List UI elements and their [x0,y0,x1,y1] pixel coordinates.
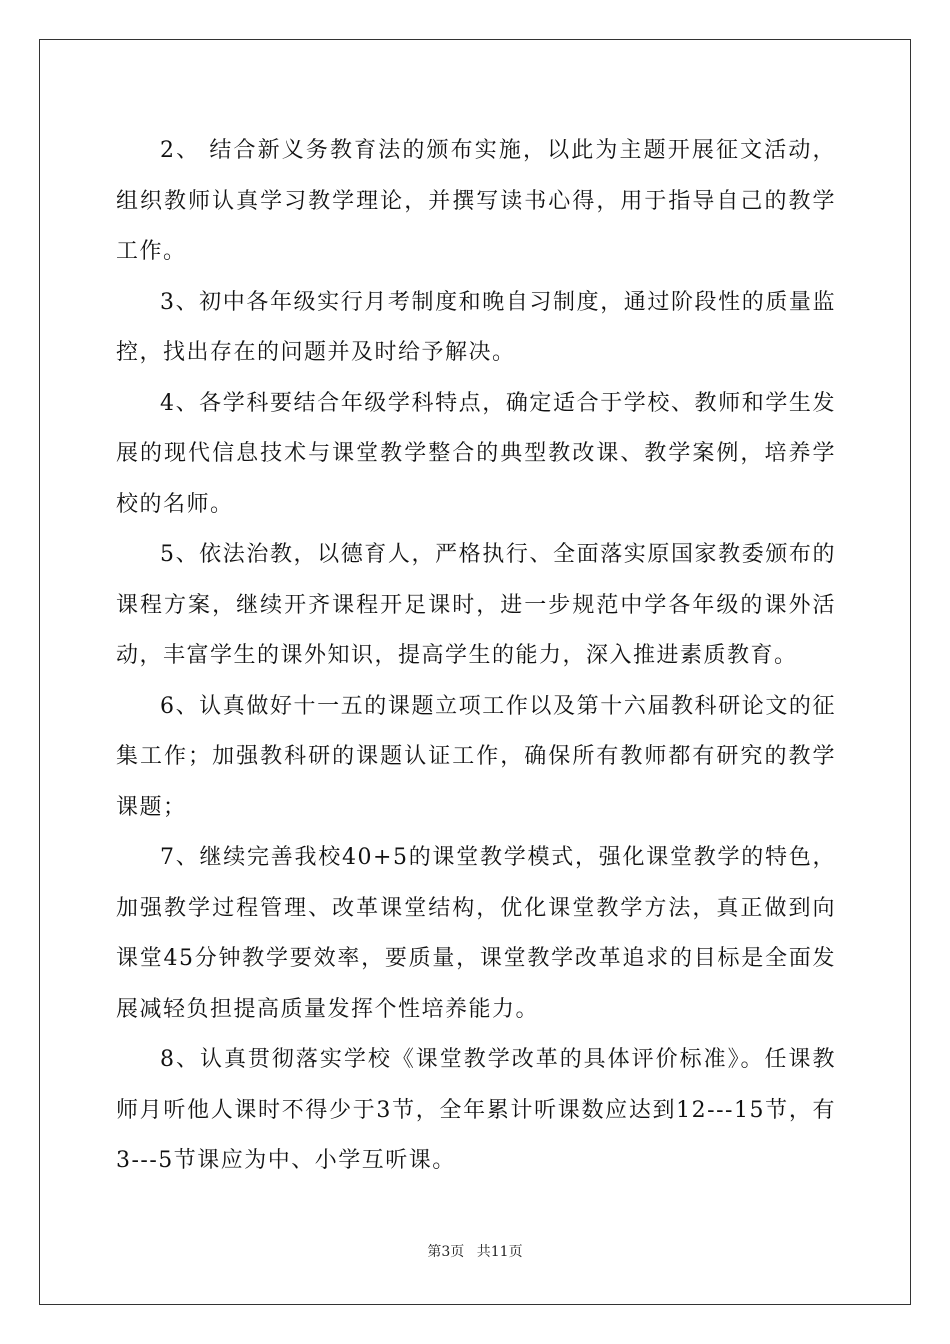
paragraph-7: 7、继续完善我校40+5的课堂教学模式，强化课堂教学的特色，加强教学过程管理、改革课堂结构，优化课堂教学方法，真正做到向课堂45分钟教学要效率，要质量，课堂教学改革追求的目标是全面发展减轻负担提高质量发挥个性培养能力。 [116,845,836,1022]
paragraph-5: 5、依法治教，以德育人，严格执行、全面落实原国家教委颁布的课程方案，继续开齐课程开足课时，进一步规范中学各年级的课外活动，丰富学生的课外知识，提高学生的能力，深入推进素质教育。 [116,542,836,668]
paragraph-2: 2、 结合新义务教育法的颁布实施，以此为主题开展征文活动，组织教师认真学习教学理论，并撰写读书心得，用于指导自己的教学工作。 [116,138,836,264]
document-body [116,126,836,1187]
paragraph-6: 6、认真做好十一五的课题立项工作以及第十六届教科研论文的征集工作；加强教科研的课题认证工作，确保所有教师都有研究的教学课题； [116,693,836,820]
page-footer [0,1241,950,1261]
paragraph-3: 3、初中各年级实行月考制度和晚自习制度，通过阶段性的质量监控，找出存在的问题并及时给予解决。 [116,289,836,365]
page-number: 第3页 [427,1244,465,1260]
paragraph-8: 8、认真贯彻落实学校《课堂教学改革的具体评价标准》。任课教师月听他人课时不得少于3节，全年累计听课数应达到12---15节，有3---5节课应为中、小学互听课。 [116,1047,836,1173]
paragraph-4: 4、各学科要结合年级学科特点，确定适合于学校、教师和学生发展的现代信息技术与课堂教学整合的典型教改课、教学案例，培养学校的名师。 [116,390,836,517]
page-total: 共11页 [476,1244,523,1260]
